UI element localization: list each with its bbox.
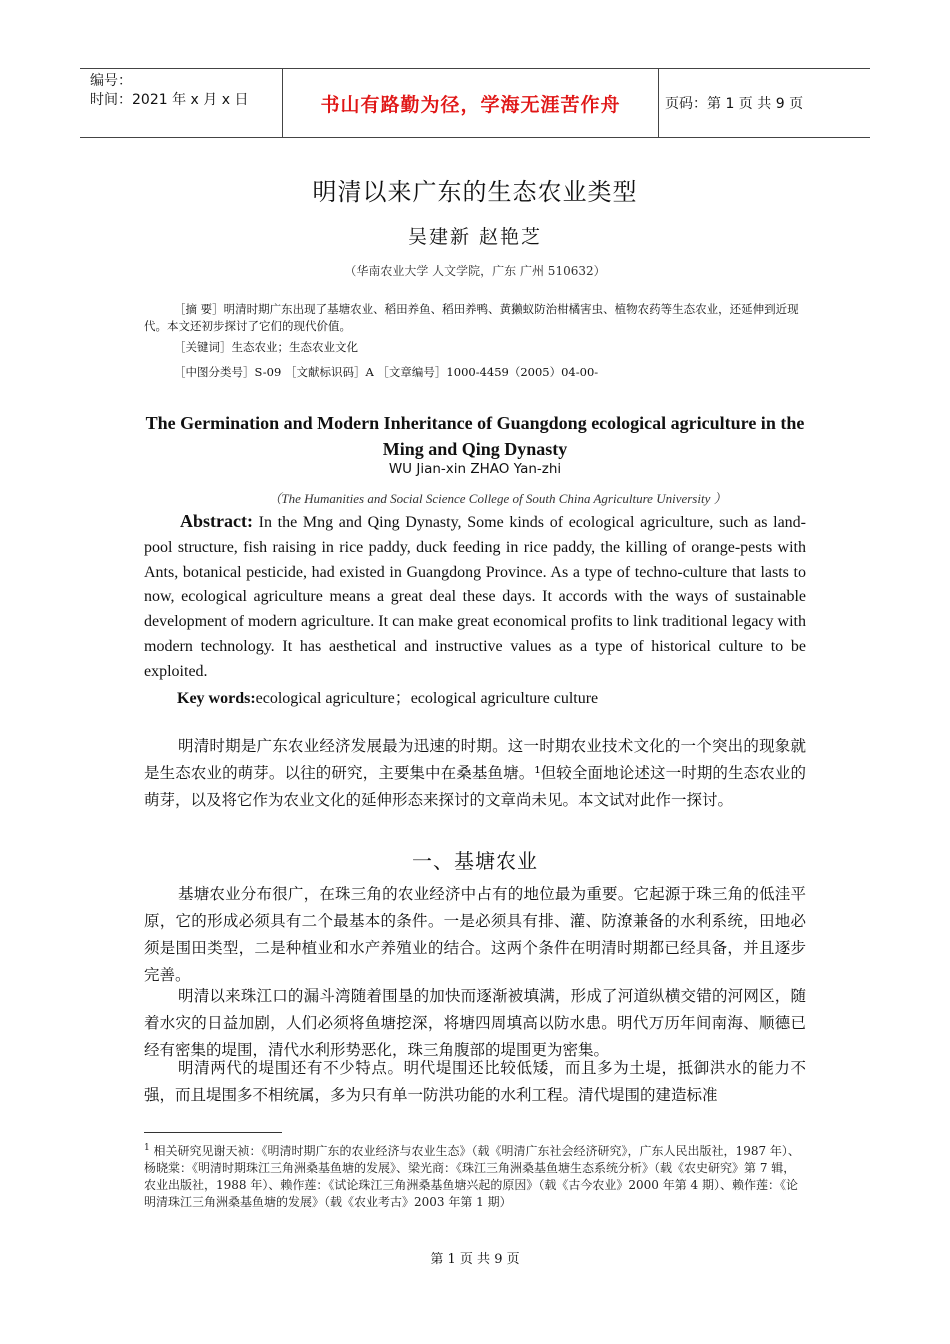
keywords-text: ecological agriculture；ecological agriculture culture — [255, 690, 599, 707]
footnote-divider — [144, 1132, 282, 1133]
footnote-text: 相关研究见谢天祯：《明清时期广东的农业经济与农业生态》（载《明清广东社会经济研究》，广东人民出版社，1987 年）、杨晓棠：《明清时期珠江三角洲桑基鱼塘的发展》、梁光商：《珠江三角洲桑基鱼塘生态系统分析》（载《农史研究》第 7 辑，农业出版社，1988 年）、赖作莲：《试论珠江三角洲桑基鱼塘兴起的原因》（载《古今农业》2000 年第 4 期）、赖作莲：《论明清珠江三角洲桑基鱼塘的发展》（载《农业考古》2003 年第 1 期） — [144, 1144, 800, 1209]
abstract-label: Abstract: — [180, 511, 253, 531]
keywords-label: Key words: — [177, 690, 256, 707]
classification: ［中图分类号］S-09 ［文献标识码］A ［文章编号］1000-4459（2005）04-00- — [174, 365, 599, 379]
intro-paragraph: 明清时期是广东农业经济发展最为迅速的时期。这一时期农业技术文化的一个突出的现象就是生态农业的萌芽。以往的研究，主要集中在桑基鱼塘。¹但较全面地论述这一时期的生态农业的萌芽，以及将它作为农业文化的延伸形态来探讨的文章尚未见。本文试对此作一探讨。 — [144, 737, 806, 809]
header-meta — [80, 69, 280, 140]
abstract-text: In the Mng and Qing Dynasty, Some kinds of ecological agriculture, such as land-pool structure, fish raising in rice paddy, duck feeding in rice paddy, the killing of orange-pests with Ants, botanical pesticide, had existed in Guangdong Province. As a type of techno-culture that lasts to now, ecological agriculture means a great deal these days. It accords with the ways of sustainable development of modern agriculture. It can make great economical profits to link traditional legacy with modern technology. It has aesthetical and instructive values as a type of historical culture to be exploited. — [144, 514, 806, 680]
abstract-en — [144, 509, 806, 685]
header-motto: 书山有路勤为径，学海无涯苦作舟 — [282, 69, 659, 137]
header-time: 时间：2021 年 x 月 x 日 — [90, 92, 249, 108]
footnote — [144, 1140, 806, 1211]
abstract-cn: ［摘 要］明清时期广东出现了基塘农业、稻田养鱼、稻田养鸭、黄獭蚁防治柑橘害虫、植物农药等生态农业，还延伸到近现代。本文还初步探讨了它们的现代价值。 — [144, 302, 799, 333]
page-footer: 第 1 页 共 9 页 — [430, 1252, 520, 1267]
paper-affiliation: （华南农业大学 人文学院，广东 广州 510632） — [344, 264, 606, 278]
page-header — [80, 68, 870, 138]
footnote-mark: 1 — [144, 1143, 150, 1153]
paragraph-2: 明清以来珠江口的漏斗湾随着围垦的加快而逐渐被填满，形成了河道纵横交错的河网区，随着水灾的日益加剧，人们必须将鱼塘挖深，将塘四周填高以防水患。明代万历年间南海、顺德已经有密集的堤围，清代水利形势恶化，珠三角腹部的堤围更为密集。 — [144, 987, 806, 1059]
english-affiliation: （The Humanities and Social Science College of South China Agriculture University ） — [268, 491, 727, 506]
header-page-info: 页码：第 1 页 共 9 页 — [665, 96, 804, 112]
paragraph-3: 明清两代的堤围还有不少特点。明代堤围还比较低矮，而且多为土堤，抵御洪水的能力不强，而且堤围多不相统属，多为只有单一防洪功能的水利工程。清代堤围的建造标准 — [144, 1059, 806, 1104]
header-number: 编号： — [90, 73, 132, 89]
english-authors: WU Jian-xin ZHAO Yan-zhi — [388, 461, 562, 477]
keywords-en — [177, 685, 806, 708]
paragraph-1: 基塘农业分布很广，在珠三角的农业经济中占有的地位最为重要。它起源于珠三角的低洼平原，它的形成必须具有二个最基本的条件。一是必须具有排、灌、防潦兼备的水利系统，田地必须是围田类型，二是种植业和水产养殖业的结合。这两个条件在明清时期都已经具备，并且逐步完善。 — [144, 885, 806, 984]
english-title: The Germination and Modern Inheritance of Guangdong ecological agriculture in the Ming and Qing Dynasty — [145, 413, 805, 459]
keywords-cn: ［关键词］生态农业；生态农业文化 — [174, 340, 358, 354]
paper-authors: 吴建新 赵艳芝 — [407, 226, 543, 248]
section-heading: 一、基塘农业 — [412, 849, 538, 873]
paper-title: 明清以来广东的生态农业类型 — [312, 178, 638, 206]
